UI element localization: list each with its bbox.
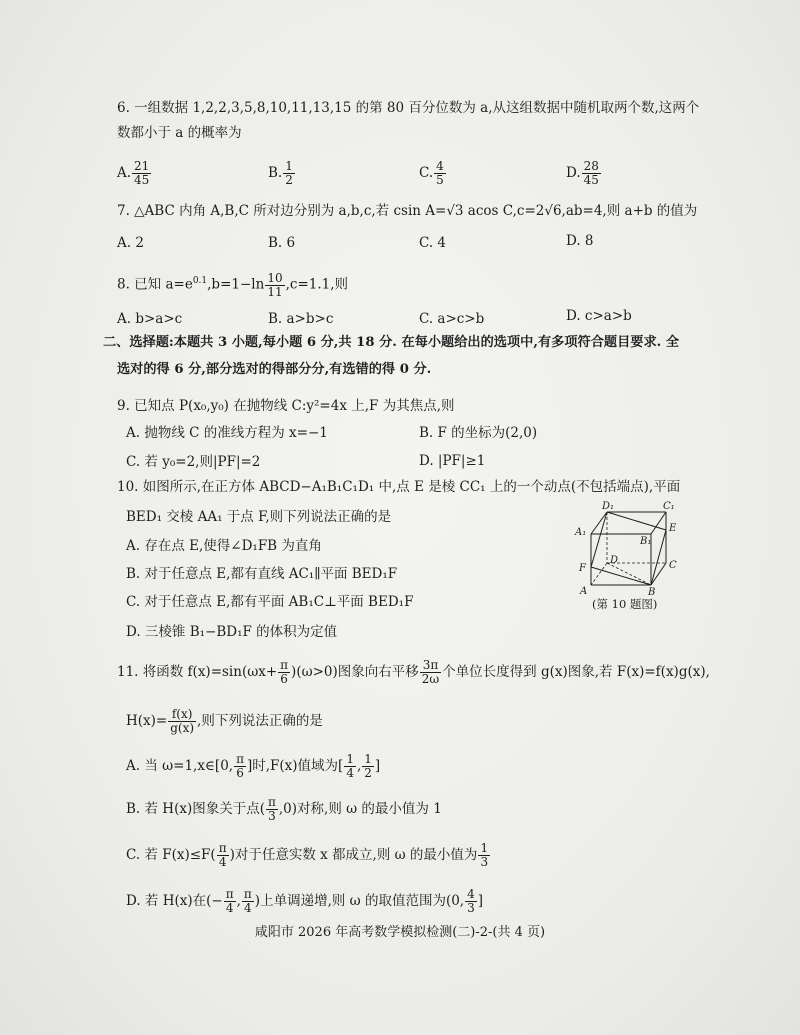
q11-stem-line-1: 11. 将函数 f(x)=sin(ωx+ $\frac{\pi}{6}$ )(ω>0)图象向右平移 $\frac{3\pi}{2\omega}$ 个单位长度得到 g(x)图象,若 F(x)=f(x)g(x), <box>117 658 710 686</box>
q8-option-b: B. a>b>c <box>268 311 334 327</box>
cube-label-e: E <box>669 523 677 534</box>
q9-option-a: A. 抛物线 C 的准线方程为 x=−1 <box>126 425 328 441</box>
q11-option-c: C. 若 F(x)≤F( $\frac{\pi}{4}$ )对于任意实数 x 都成立,则 ω 的最小值为 $\frac{1}{3}$ <box>126 841 489 869</box>
q11-option-d: D. 若 H(x)在(− $\frac{\pi}{4}$ , $\frac{\pi}{4}$ )上单调递增,则 ω 的取值范围为(0, $\frac{4}{3}$ ] <box>126 887 484 915</box>
cube-label-a1: A₁ <box>575 527 587 538</box>
q9-option-b: B. F 的坐标为(2,0) <box>419 425 538 441</box>
q9-option-c: C. 若 y₀=2,则|PF|=2 <box>126 454 261 470</box>
page-footer: 咸阳市 2026 年高考数学模拟检测(二)-2-(共 4 页) <box>254 925 546 940</box>
q11-stem-line-2: H(x)= $\frac{f(x)}{g(x)}$ ,则下列说法正确的是 <box>126 707 323 735</box>
q8-option-c: C. a>c>b <box>419 311 485 327</box>
q6-stem-line-2: 数都小于 a 的概率为 <box>117 125 242 141</box>
q8-option-a: A. b>a>c <box>117 311 183 327</box>
q7-option-d: D. 8 <box>566 233 594 249</box>
cube-label-c: C <box>669 560 677 571</box>
q10-cube-figure <box>566 500 686 600</box>
q11-option-b: B. 若 H(x)图象关于点( $\frac{\pi}{3}$ ,0)对称,则 ω 的最小值为 1 <box>126 795 442 823</box>
q7-option-c: C. 4 <box>419 235 447 251</box>
q10-figure-caption: (第 10 题图) <box>592 597 658 611</box>
cube-label-d: D <box>610 555 619 566</box>
q6-option-d: D. $\frac{28}{45}$ <box>566 159 599 187</box>
section2-heading-line-1: 二、选择题:本题共 3 小题,每小题 6 分,共 18 分. 在每小题给出的选项中,有多项符合题目要求. 全 <box>103 335 680 350</box>
q9-stem: 9. 已知点 P(x₀,y₀) 在抛物线 C:y²=4x 上,F 为其焦点,则 <box>117 398 455 414</box>
q10-stem-line-1: 10. 如图所示,在正方体 ABCD−A₁B₁C₁D₁ 中,点 E 是棱 CC₁ 上的一个动点(不包括端点),平面 <box>117 479 681 495</box>
q10-option-a: A. 存在点 E,使得∠D₁FB 为直角 <box>126 538 322 554</box>
q10-option-c: C. 对于任意点 E,都有平面 AB₁C⊥平面 BED₁F <box>126 594 414 610</box>
cube-label-f: F <box>579 563 586 574</box>
q8-option-d: D. c>a>b <box>566 308 632 324</box>
q6-option-b: B. $\frac{1}{2}$ <box>268 159 293 187</box>
cube-label-b1: B₁ <box>640 536 652 547</box>
q11-option-a: A. 当 ω=1,x∈[0, $\frac{\pi}{6}$ ]时,F(x)值域为[ $\frac{1}{4}$ , $\frac{1}{2}$ ] <box>126 752 381 780</box>
q10-stem-line-2: BED₁ 交棱 AA₁ 于点 F,则下列说法正确的是 <box>126 509 392 525</box>
q6-stem-line-1: 6. 一组数据 1,2,2,3,5,8,10,11,13,15 的第 80 百分位数为 a,从这组数据中随机取两个数,这两个 <box>117 100 700 116</box>
q8-stem: 8. 已知 $a=e^{0.1},b=1-\ln$ $\frac{10}{11}$ ,c=1.1,则 <box>117 270 349 299</box>
q10-option-b: B. 对于任意点 E,都有直线 AC₁∥平面 BED₁F <box>126 566 398 582</box>
cube-label-c1: C₁ <box>663 501 675 512</box>
q9-option-d: D. |PF|≥1 <box>419 453 486 469</box>
q6-option-c: C. $\frac{4}{5}$ <box>419 159 444 187</box>
cube-label-d1: D₁ <box>602 501 615 512</box>
q10-option-d: D. 三棱锥 B₁−BD₁F 的体积为定值 <box>126 624 338 640</box>
q7-option-b: B. 6 <box>268 235 296 251</box>
cube-label-b: B <box>648 587 656 598</box>
q7-stem: 7. △ABC 内角 A,B,C 所对边分别为 a,b,c,若 csin A=√3 acos C,c=2√6,ab=4,则 a+b 的值为 <box>117 203 698 219</box>
section2-heading-line-2: 选对的得 6 分,部分选对的得部分分,有选错的得 0 分. <box>117 362 432 377</box>
cube-label-a: A <box>580 586 588 597</box>
q7-option-a: A. 2 <box>117 235 144 251</box>
q6-option-a: A. $\frac{21}{45}$ <box>117 159 150 187</box>
